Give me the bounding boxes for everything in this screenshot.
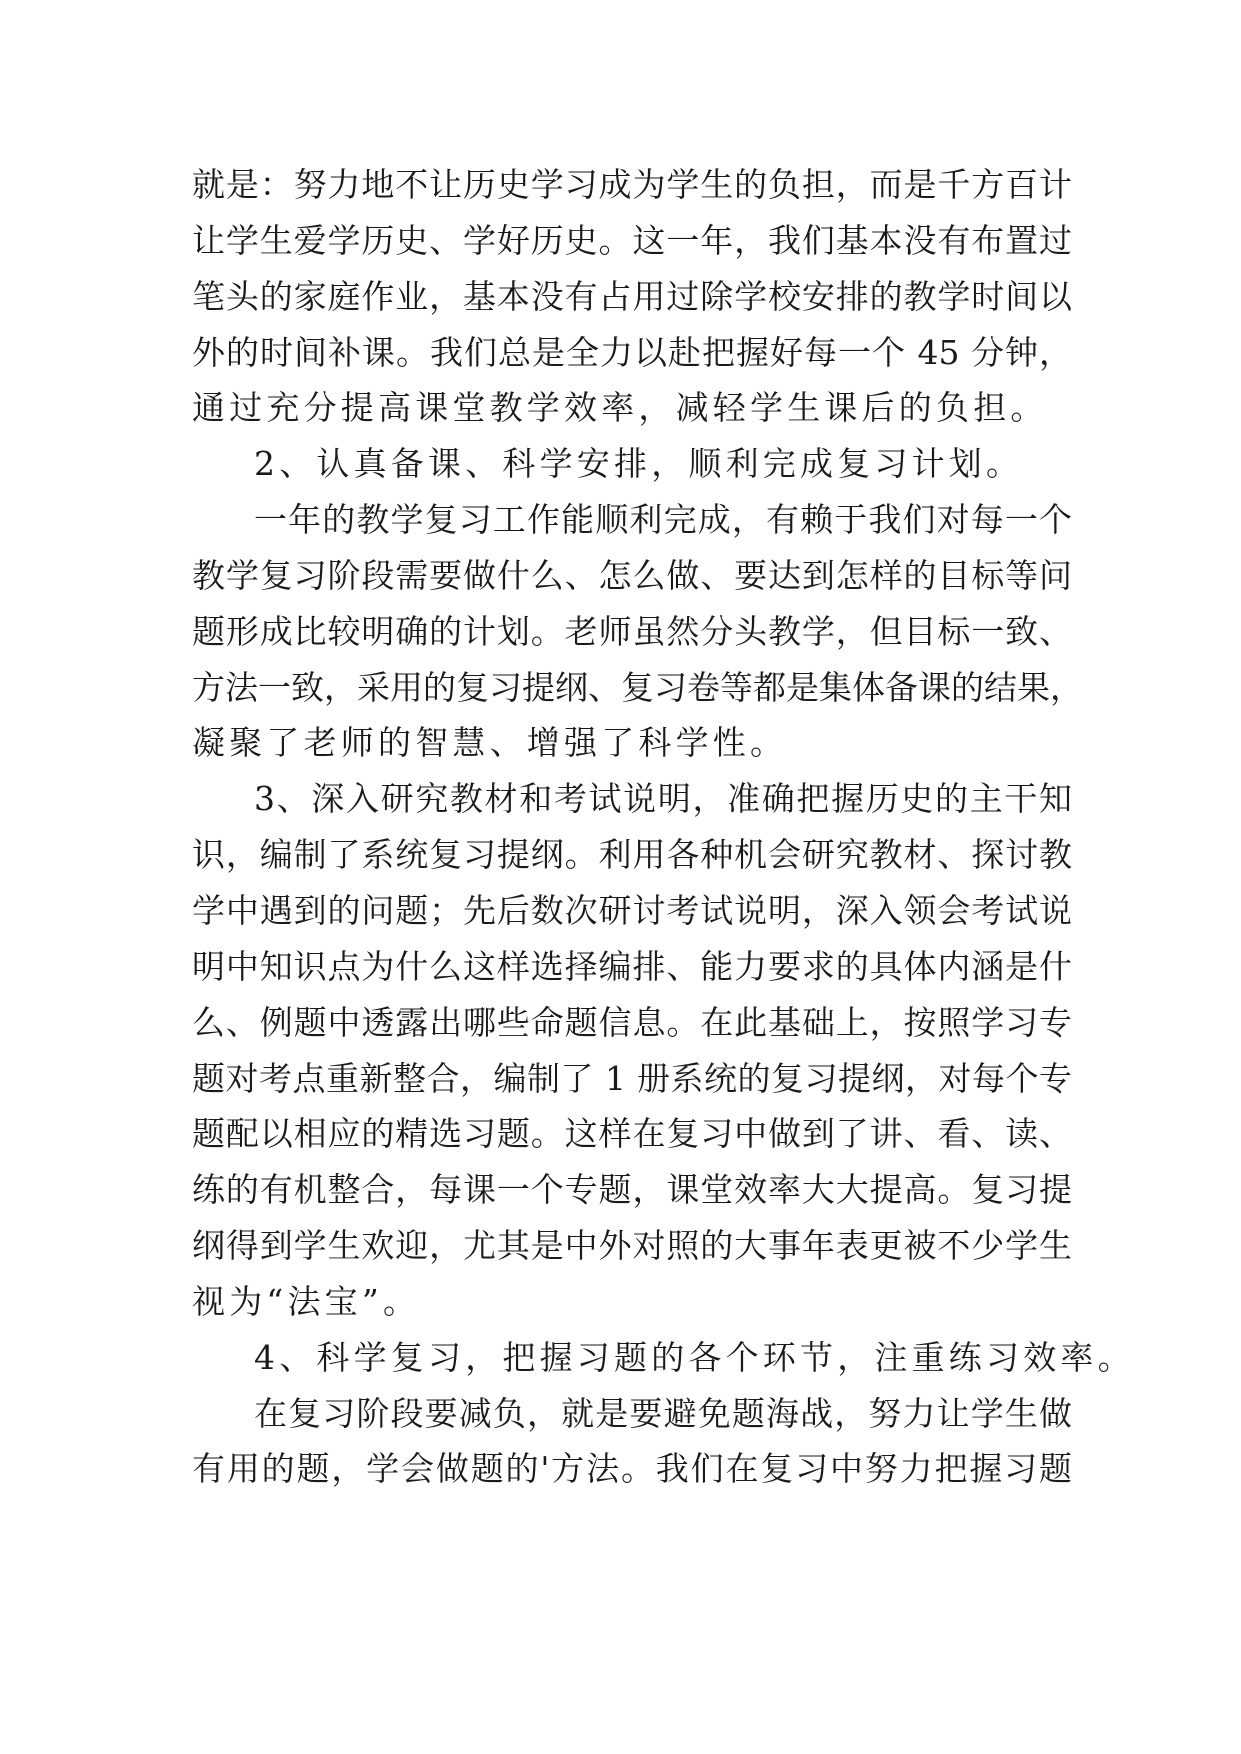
body-line: 笔头的家庭作业，基本没有占用过除学校安排的教学时间以: [192, 277, 1072, 316]
body-line: 么、例题中透露出哪些命题信息。在此基础上，按照学习专: [192, 1003, 1072, 1042]
body-line: 明中知识点为什么这样选择编排、能力要求的具体内涵是什: [192, 947, 1072, 986]
body-line: 视为“法宝”。: [192, 1282, 421, 1321]
body-line: 一年的教学复习工作能顺利完成，有赖于我们对每一个: [254, 500, 1072, 539]
body-line: 方法一致，采用的复习提纲、复习卷等都是集体备课的结果，: [192, 668, 1083, 707]
body-line: 题形成比较明确的计划。老师虽然分头教学，但目标一致、: [192, 612, 1072, 651]
body-line: 就是：努力地不让历史学习成为学生的负担，而是千方百计: [192, 165, 1072, 204]
body-line: 题配以相应的精选习题。这样在复习中做到了讲、看、读、: [192, 1114, 1072, 1153]
body-line: 练的有机整合，每课一个专题，课堂效率大大提高。复习提: [192, 1170, 1072, 1209]
body-line: 题对考点重新整合，编制了 1 册系统的复习提纲，对每个专: [192, 1059, 1072, 1098]
body-line: 学中遇到的问题；先后数次研讨考试说明，深入领会考试说: [192, 891, 1072, 930]
body-line: 教学复习阶段需要做什么、怎么做、要达到怎样的目标等问: [192, 556, 1072, 595]
body-line: 外的时间补课。我们总是全力以赴把握好每一个 45 分钟，: [192, 333, 1072, 372]
body-line: 纲得到学生欢迎，尤其是中外对照的大事年表更被不少学生: [192, 1226, 1072, 1265]
body-line: 在复习阶段要减负，就是要避免题海战，努力让学生做: [254, 1394, 1072, 1433]
section-heading-2: 2、认真备课、科学安排，顺利完成复习计划。: [254, 444, 1024, 483]
section-heading-4: 4、科学复习，把握习题的各个环节，注重练习效率。: [254, 1338, 1135, 1377]
body-line: 让学生爱学历史、学好历史。这一年，我们基本没有布置过: [192, 221, 1072, 260]
body-line: 有用的题，学会做题的'方法。我们在复习中努力把握习题: [192, 1449, 1072, 1488]
body-line: 识，编制了系统复习提纲。利用各种机会研究教材、探讨教: [192, 835, 1072, 874]
body-line: 凝聚了老师的智慧、增强了科学性。: [192, 723, 788, 762]
section-heading-3: 3、深入研究教材和考试说明，准确把握历史的主干知: [254, 779, 1072, 818]
body-line: 通过充分提高课堂教学效率，减轻学生课后的负担。: [192, 388, 1048, 427]
